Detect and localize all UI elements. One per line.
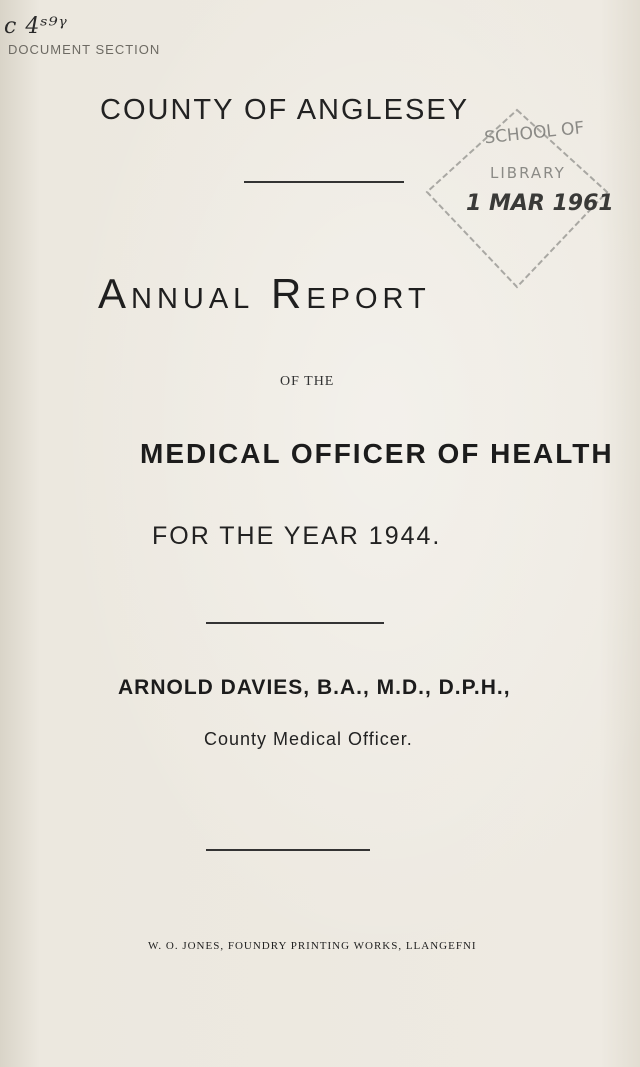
author-title: County Medical Officer. <box>204 729 413 749</box>
county-heading: COUNTY OF ANGLESEY <box>100 94 470 126</box>
lower-rule <box>206 849 370 851</box>
handwritten-reference: c 4ˢ⁹ᵞ <box>4 14 68 39</box>
upper-rule <box>244 181 404 183</box>
report-title: Annual Report <box>98 270 431 317</box>
library-stamp-seal <box>402 92 632 302</box>
author-name: ARNOLD DAVIES, B.A., M.D., D.P.H., <box>118 676 511 699</box>
library-stamp <box>402 92 632 302</box>
middle-rule <box>206 622 384 624</box>
stamp-library-text: LIBRARY <box>490 164 566 182</box>
document-section-stamp: DOCUMENT SECTION <box>8 42 161 57</box>
printer-imprint: W. O. JONES, FOUNDRY PRINTING WORKS, LLANGEFNI <box>148 940 477 952</box>
stamp-date-text: 1 MAR 1961 <box>466 191 614 216</box>
stamp-arc-text: SCHOOL OF <box>483 118 586 149</box>
of-the-line: OF THE <box>280 374 335 389</box>
officer-heading: MEDICAL OFFICER OF HEALTH <box>140 438 614 469</box>
year-line: FOR THE YEAR 1944. <box>152 522 442 550</box>
